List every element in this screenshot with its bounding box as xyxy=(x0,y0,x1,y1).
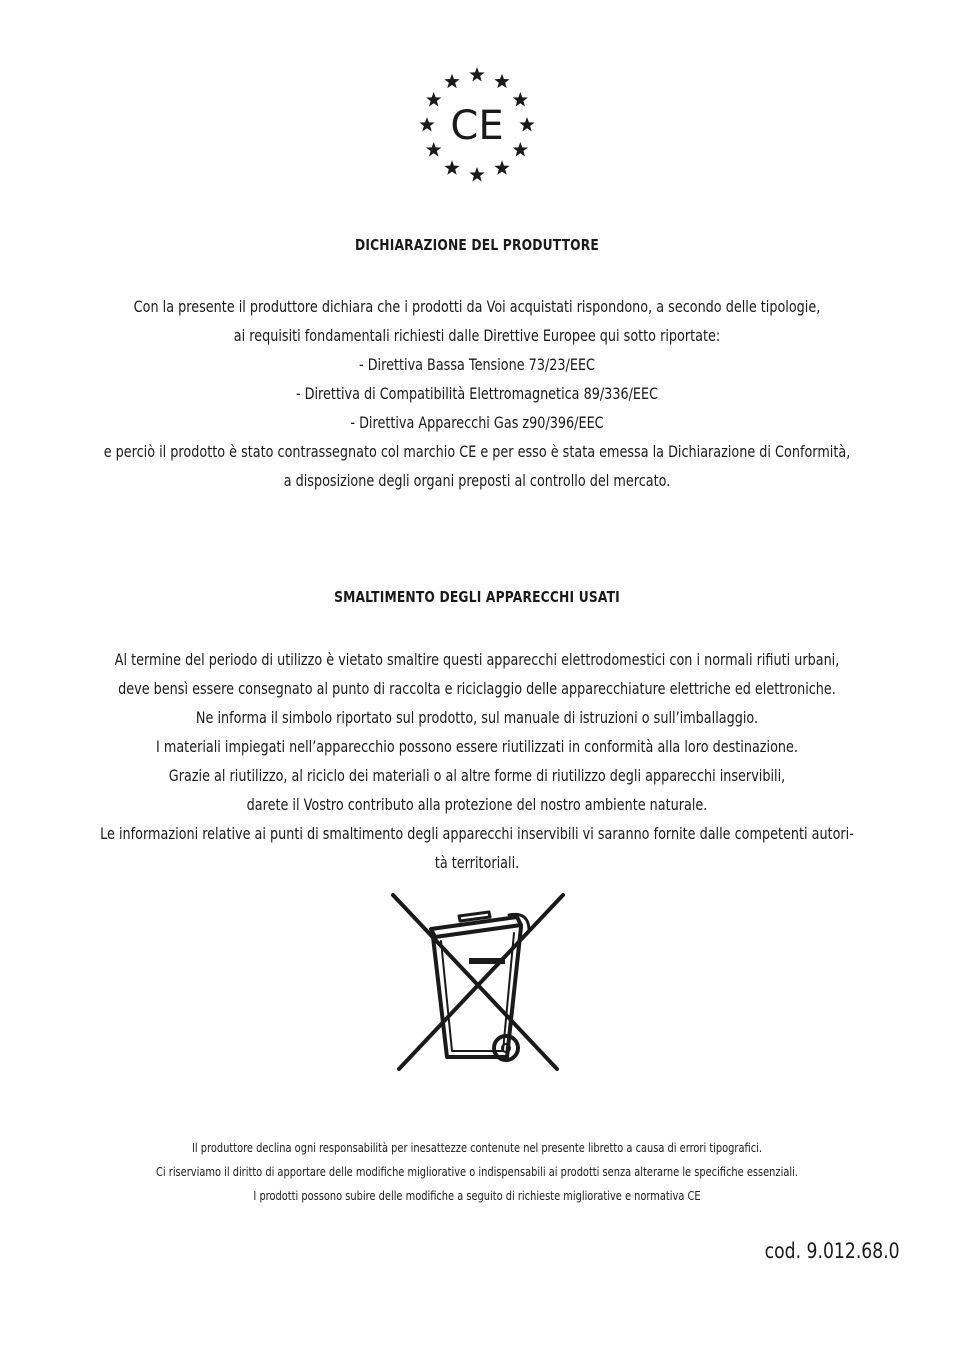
star-icon xyxy=(444,160,459,174)
disposal-line: Al termine del periodo di utilizzo è vietato smaltire questi apparecchi elettrodomestici con i normali rifiuti urbani, xyxy=(114,650,840,669)
disposal-line: Ne informa il simbolo riportato sul prodotto, sul manuale di istruzioni o sull’imballaggio. xyxy=(195,708,759,727)
ce-mark-icon xyxy=(417,64,537,186)
disposal-line: I materiali impiegati nell’apparecchio possono essere riutilizzati in conformità alla loro destinazione. xyxy=(156,737,798,756)
star-icon xyxy=(519,117,534,131)
declaration-line: a disposizione degli organi preposti al controllo del mercato. xyxy=(283,471,671,490)
star-icon xyxy=(426,142,441,156)
disposal-text xyxy=(63,645,890,877)
star-icon xyxy=(469,167,484,181)
star-icon xyxy=(494,74,509,88)
disclaimer-line: Il produttore declina ogni responsabilità per inesattezze contenute nel presente libretto a causa di errori tipografici. xyxy=(192,1141,762,1155)
star-icon xyxy=(494,160,509,174)
document-code: cod. 9.012.68.0 xyxy=(764,1239,900,1263)
disposal-title: SMALTIMENTO DEGLI APPARECCHI USATI xyxy=(334,588,620,606)
disclaimer-notes xyxy=(37,1136,918,1208)
ce-letters: CE xyxy=(450,103,504,149)
disclaimer-line: Ci riserviamo il diritto di apportare delle modifiche migliorative o indispensabili ai prodotti senza alterarne le specifiche essenziali. xyxy=(156,1165,798,1179)
disclaimer-line: I prodotti possono subire delle modifiche a seguito di richieste migliorative e normativa CE xyxy=(253,1189,701,1203)
directive-gas: - Direttiva Apparecchi Gas z90/396/EEC xyxy=(350,413,604,432)
declaration-line: e perciò il prodotto è stato contrassegnato col marchio CE e per esso è stata emessa la Dichiarazione di Conformità, xyxy=(103,442,851,461)
star-icon xyxy=(513,142,528,156)
star-icon xyxy=(513,92,528,106)
declaration-title: DICHIARAZIONE DEL PRODUTTORE xyxy=(354,236,599,254)
disposal-line: deve bensì essere consegnato al punto di raccolta e riciclaggio delle apparecchiature elettriche ed elettroniche. xyxy=(118,679,836,698)
declaration-text xyxy=(63,292,890,495)
disposal-line: darete il Vostro contributo alla protezione del nostro ambiente naturale. xyxy=(246,795,708,814)
star-icon xyxy=(469,67,484,81)
declaration-line: Con la presente il produttore dichiara che i prodotti da Voi acquistati rispondono, a secondo delle tipologie, xyxy=(133,297,821,316)
star-icon xyxy=(419,117,434,131)
star-icon xyxy=(426,92,441,106)
directive-emc: - Direttiva di Compatibilità Elettromagnetica 89/336/EEC xyxy=(295,384,659,403)
disposal-line: Grazie al riutilizzo, al riciclo dei materiali o al altre forme di riutilizzo degli apparecchi inservibili, xyxy=(168,766,786,785)
disposal-line: tà territoriali. xyxy=(434,853,520,872)
crossed-out-wheelie-bin-icon xyxy=(389,891,567,1073)
declaration-line: ai requisiti fondamentali richiesti dalle Direttive Europee qui sotto riportate: xyxy=(233,326,721,345)
star-icon xyxy=(444,74,459,88)
directive-low-voltage: - Direttiva Bassa Tensione 73/23/EEC xyxy=(359,355,595,374)
disposal-line: Le informazioni relative ai punti di smaltimento degli apparecchi inservibili vi saranno fornite dalle competenti autori- xyxy=(100,824,854,843)
